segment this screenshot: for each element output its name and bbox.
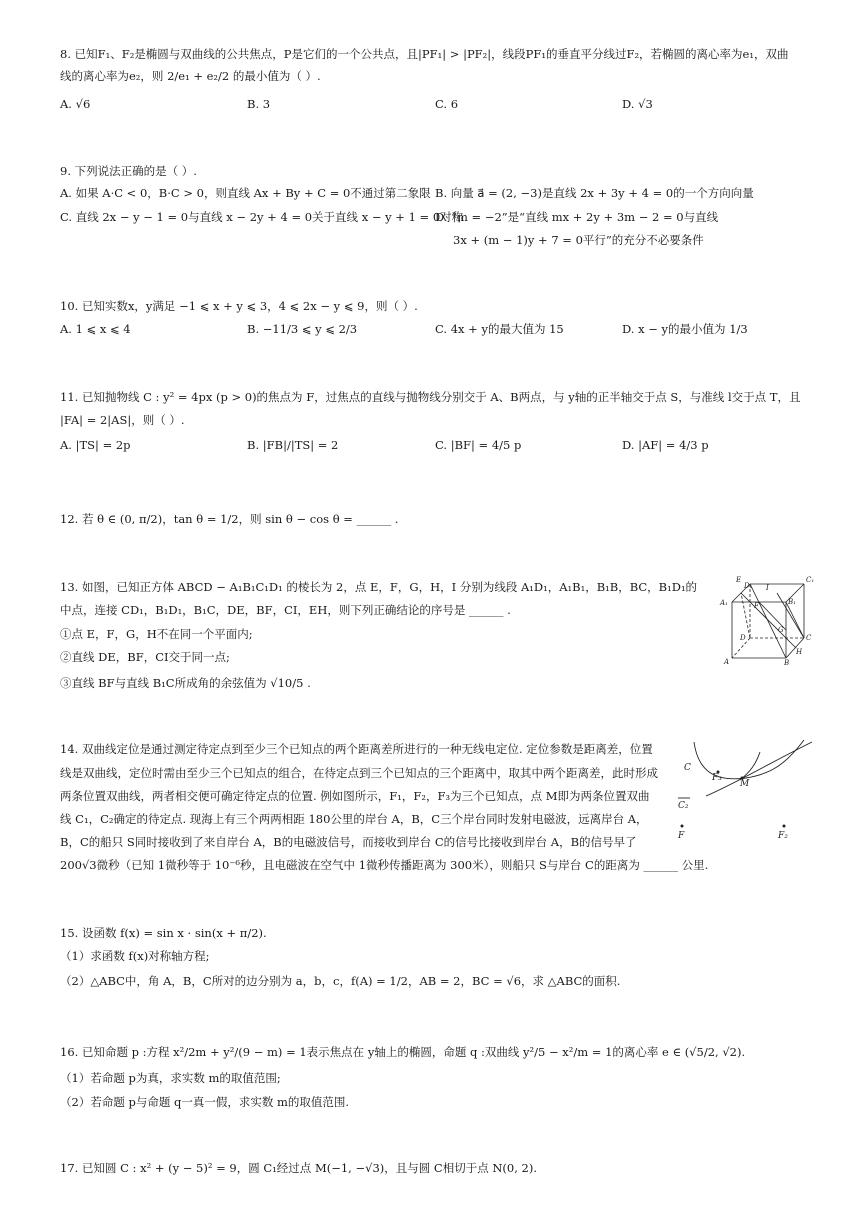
q8-stem-line2: 线的离心率为e₂，则 2/e₁ + e₂/2 的最小值为（ ）. <box>60 69 321 83</box>
q9-option-c: C. 直线 2x − y − 1 = 0与直线 x − 2y + 4 = 0关于直线 x − y + 1 = 0对称 <box>60 210 464 224</box>
q10-option-d: D. x − y的最小值为 1/3 <box>622 322 748 336</box>
q14-line5: B，C的船只 S同时接收到了来自岸台 A，B的电磁波信号，而接收到岸台 C的信号比接收到岸台 A，B的信号早了 <box>60 835 637 849</box>
q11-option-b: B. |FB|/|TS| = 2 <box>247 438 339 452</box>
q13-label-e: E <box>736 576 742 584</box>
q14-hyperbola-figure <box>676 736 816 840</box>
q14-label-c2: C₂ <box>678 801 689 811</box>
q13-stem-line2: 中点，连接 CD₁，B₁D₁，B₁C，DE，BF，CI，EH，则下列正确结论的序号是 ______ . <box>60 603 511 617</box>
q11-stem-line2: |FA| = 2|AS|，则（ ）. <box>60 413 185 427</box>
q14-line3: 两条位置双曲线，两者相交便可确定待定点的位置. 例如图所示，F₁，F₂，F₃为三个已知点，点 M即为两条位置双曲 <box>60 789 650 803</box>
q14-label-f: F <box>678 831 685 840</box>
q9-option-a: A. 如果 A·C < 0，B·C > 0，则直线 Ax + By + C = 0不通过第二象限 <box>60 186 431 200</box>
q10-option-c: C. 4x + y的最大值为 15 <box>435 322 564 336</box>
q16-stem: 16. 已知命题 p :方程 x²/2m + y²/(9 − m) = 1表示焦点在 y轴上的椭圆，命题 q :双曲线 y²/5 − x²/m = 1的离心率 e ∈ (√5/2, √2). <box>60 1045 746 1059</box>
q11-option-a: A. |TS| = 2p <box>60 438 131 452</box>
q13-label-d1: D₁ <box>744 582 753 590</box>
q14-label-c: C <box>684 763 691 773</box>
q9-stem: 9. 下列说法正确的是（ ）. <box>60 164 197 178</box>
q13-statement-2: ②直线 DE，BF，CI交于同一点; <box>60 650 230 664</box>
q16-part1: （1）若命题 p为真，求实数 m的取值范围; <box>60 1071 281 1085</box>
q14-label-f3: F₃ <box>712 773 722 783</box>
q13-label-c: C <box>806 634 812 642</box>
q9-option-d-line1: D. “m = −2”是“直线 mx + 2y + 3m − 2 = 0与直线 <box>435 210 719 224</box>
q17-stem: 17. 已知圆 C : x² + (y − 5)² = 9，圆 C₁经过点 M(−1, −√3)，且与圆 C相切于点 N(0, 2). <box>60 1161 537 1175</box>
q8-option-a: A. √6 <box>60 97 91 111</box>
q13-label-b: B <box>784 659 790 666</box>
q14-line4: 线 C₁，C₂确定的待定点. 现海上有三个两两相距 180公里的岸台 A，B，C三个岸台同时发射电磁波，远离岸台 A， <box>60 812 648 826</box>
q14-line6: 200√3微秒（已知 1微秒等于 10⁻⁶秒，且电磁波在空气中 1微秒传播距离为 300米），则船只 S与岸台 C的距离为 ______ 公里. <box>60 858 709 872</box>
q13-label-g: G <box>778 626 784 634</box>
q8-stem-line1: 8. 已知F₁、F₂是椭圆与双曲线的公共焦点，P是它们的一个公共点，且|PF₁| > |PF₂|，线段PF₁的垂直平分线过F₂，若椭圆的离心率为e₁，双曲 <box>60 47 789 61</box>
q14-label-m: M <box>740 779 750 789</box>
q12-stem: 12. 若 θ ∈ (0, π/2)，tan θ = 1/2，则 sin θ − cos θ = ______ . <box>60 512 399 526</box>
q13-label-a1: A₁ <box>720 599 728 607</box>
q13-label-b1: B₁ <box>788 598 796 606</box>
q10-option-b: B. −11/3 ⩽ y ⩽ 2/3 <box>247 322 358 336</box>
q13-label-c1: C₁ <box>806 576 815 584</box>
q13-label-f: F <box>754 602 759 610</box>
q11-option-c: C. |BF| = 4/5 p <box>435 438 522 452</box>
q9-option-b: B. 向量 a⃗ = (2, −3)是直线 2x + 3y + 4 = 0的一个方向向量 <box>435 186 754 200</box>
q13-label-i: I <box>766 584 769 592</box>
q13-statement-1: ①点 E，F，G，H不在同一个平面内; <box>60 627 253 641</box>
q8-option-c: C. 6 <box>435 97 459 111</box>
q11-option-d: D. |AF| = 4/3 p <box>622 438 709 452</box>
q14-line2: 线是双曲线，定位时需由至少三个已知点的组合，在待定点到三个已知点的三个距离中，取其中两个距离差，此时形成 <box>60 766 658 780</box>
q15-part1: （1）求函数 f(x)对称轴方程; <box>60 949 210 963</box>
q14-label-f2: F₂ <box>778 831 788 840</box>
q14-line1: 14. 双曲线定位是通过测定待定点到至少三个已知点的两个距离差所进行的一种无线电定位. 定位参数是距离差，位置 <box>60 742 653 756</box>
q13-stem-line1: 13. 如图，已知正方体 ABCD − A₁B₁C₁D₁ 的棱长为 2，点 E，F，G，H，I 分别为线段 A₁D₁，A₁B₁，B₁B，BC，B₁D₁的 <box>60 580 698 594</box>
q13-cube-figure <box>718 574 818 666</box>
q13-label-d: D <box>740 634 746 642</box>
q8-option-d: D. √3 <box>622 97 653 111</box>
q10-option-a: A. 1 ⩽ x ⩽ 4 <box>60 322 131 336</box>
q13-label-a: A <box>724 658 730 666</box>
q13-label-h: H <box>796 648 803 656</box>
q11-stem-line1: 11. 已知抛物线 C : y² = 4px (p > 0)的焦点为 F，过焦点的直线与抛物线分别交于 A、B两点，与 y轴的正半轴交于点 S，与准线 l交于点 T，且 <box>60 390 801 404</box>
q13-statement-3: ③直线 BF与直线 B₁C所成角的余弦值为 √10/5 . <box>60 676 311 690</box>
q10-stem: 10. 已知实数x，y满足 −1 ⩽ x + y ⩽ 3，4 ⩽ 2x − y ⩽ 9，则（ ）. <box>60 299 418 313</box>
q16-part2: （2）若命题 p与命题 q一真一假，求实数 m的取值范围. <box>60 1095 350 1109</box>
q8-option-b: B. 3 <box>247 97 271 111</box>
q15-stem: 15. 设函数 f(x) = sin x · sin(x + π/2). <box>60 926 267 940</box>
q9-option-d-line2: 3x + (m − 1)y + 7 = 0平行”的充分不必要条件 <box>453 233 704 247</box>
q15-part2: （2）△ABC中，角 A，B，C所对的边分别为 a，b，c，f(A) = 1/2，AB = 2，BC = √6，求 △ABC的面积. <box>60 974 621 988</box>
